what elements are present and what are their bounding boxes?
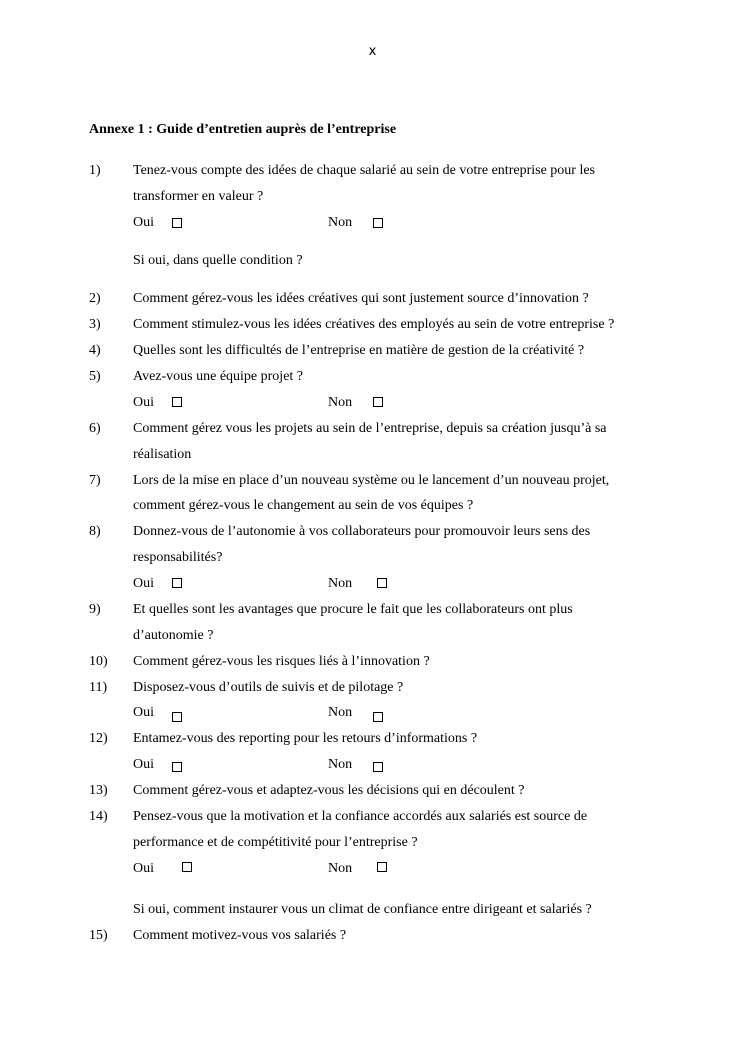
question-number: 3) — [89, 317, 101, 332]
yes-checkbox[interactable] — [172, 218, 182, 228]
question-number: 15) — [89, 928, 108, 943]
yes-checkbox[interactable] — [172, 397, 182, 407]
question-text: Comment stimulez-vous les idées créatives des employés au sein de votre entreprise ? — [133, 317, 615, 332]
yes-label: Oui — [133, 395, 154, 410]
no-checkbox[interactable] — [373, 762, 383, 772]
question-text: Lors de la mise en place d’un nouveau système ou le lancement d’un nouveau projet, — [133, 473, 610, 488]
question-number: 6) — [89, 421, 101, 436]
question-text: d’autonomie ? — [133, 628, 214, 643]
question-text: Pensez-vous que la motivation et la confiance accordés aux salariés est source de — [133, 809, 588, 824]
question-text: Disposez-vous d’outils de suivis et de pilotage ? — [133, 680, 404, 695]
question-text: Donnez-vous de l’autonomie à vos collaborateurs pour promouvoir leurs sens des — [133, 524, 591, 539]
no-label: Non — [328, 395, 353, 410]
question-number: 4) — [89, 343, 101, 358]
question-text: responsabilités? — [133, 550, 223, 565]
question-followup: Si oui, comment instaurer vous un climat de confiance entre dirigeant et salariés ? — [133, 902, 592, 917]
no-label: Non — [328, 705, 353, 720]
question-text: réalisation — [133, 447, 192, 462]
question-number: 1) — [89, 163, 101, 178]
question-number: 2) — [89, 291, 101, 306]
yes-label: Oui — [133, 757, 154, 772]
page-header: x — [368, 44, 377, 59]
question-text: transformer en valeur ? — [133, 189, 264, 204]
question-followup: Si oui, dans quelle condition ? — [133, 253, 303, 268]
page-title: Annexe 1 : Guide d’entretien auprès de l’entreprise — [89, 122, 397, 137]
yes-checkbox[interactable] — [182, 862, 192, 872]
question-number: 12) — [89, 731, 108, 746]
question-text: Avez-vous une équipe projet ? — [133, 369, 304, 384]
no-checkbox[interactable] — [377, 862, 387, 872]
question-text: comment gérez-vous le changement au sein de vos équipes ? — [133, 498, 474, 513]
no-checkbox[interactable] — [373, 397, 383, 407]
question-text: Comment gérez-vous et adaptez-vous les décisions qui en découlent ? — [133, 783, 525, 798]
yes-label: Oui — [133, 215, 154, 230]
question-text: Tenez-vous compte des idées de chaque salarié au sein de votre entreprise pour les — [133, 163, 595, 178]
question-number: 14) — [89, 809, 108, 824]
yes-label: Oui — [133, 705, 154, 720]
no-label: Non — [328, 757, 353, 772]
question-number: 5) — [89, 369, 101, 384]
question-number: 7) — [89, 473, 101, 488]
question-text: Et quelles sont les avantages que procure le fait que les collaborateurs ont plus — [133, 602, 573, 617]
no-checkbox[interactable] — [373, 218, 383, 228]
no-checkbox[interactable] — [377, 578, 387, 588]
question-text: Comment gérez-vous les risques liés à l’innovation ? — [133, 654, 430, 669]
no-label: Non — [328, 215, 353, 230]
no-label: Non — [328, 576, 353, 591]
no-label: Non — [328, 861, 353, 876]
question-text: performance et de compétitivité pour l’entreprise ? — [133, 835, 418, 850]
question-text: Entamez-vous des reporting pour les retours d’informations ? — [133, 731, 478, 746]
question-text: Comment motivez-vous vos salariés ? — [133, 928, 347, 943]
question-number: 11) — [89, 680, 108, 695]
question-number: 13) — [89, 783, 108, 798]
question-text: Comment gérez-vous les idées créatives qui sont justement source d’innovation ? — [133, 291, 589, 306]
yes-checkbox[interactable] — [172, 712, 182, 722]
no-checkbox[interactable] — [373, 712, 383, 722]
question-number: 10) — [89, 654, 108, 669]
question-text: Comment gérez vous les projets au sein de l’entreprise, depuis sa création jusqu’à sa — [133, 421, 607, 436]
yes-label: Oui — [133, 861, 154, 876]
question-number: 9) — [89, 602, 101, 617]
yes-checkbox[interactable] — [172, 762, 182, 772]
question-text: Quelles sont les difficultés de l’entreprise en matière de gestion de la créativité ? — [133, 343, 585, 358]
question-number: 8) — [89, 524, 101, 539]
yes-label: Oui — [133, 576, 154, 591]
yes-checkbox[interactable] — [172, 578, 182, 588]
